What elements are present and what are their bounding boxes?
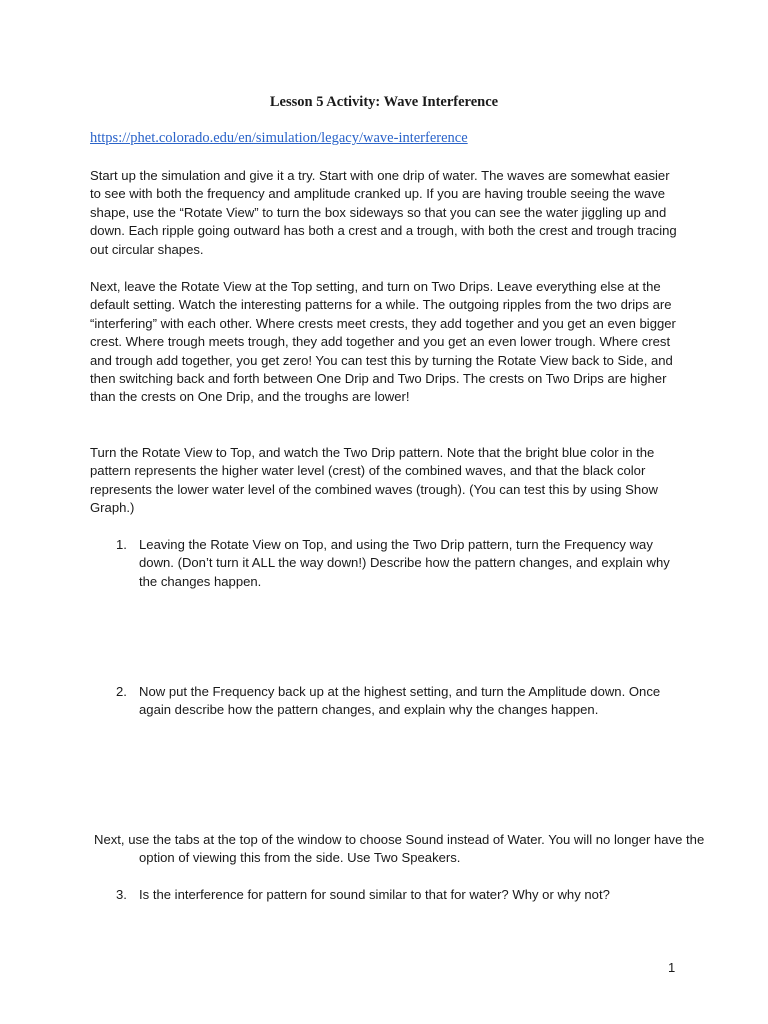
rotate-view-paragraph: Turn the Rotate View to Top, and watch the Two Drip pattern. Note that the bright blue color in the pattern represents the higher water level (crest) of the combined waves, and that the black color represents the lower water level of the combined waves (trough). (You can test this by using Show Graph.) <box>90 445 658 516</box>
question-2 <box>116 683 676 720</box>
intro-paragraph: Start up the simulation and give it a try. Start with one drip of water. The waves are somewhat easier to see with both the frequency and amplitude cranked up. If you are having trouble seeing the wave shape, use the “Rotate View” to turn the box sideways so that you can see the water jiggling up and down. Each ripple going outward has both a crest and a trough, with both the crest and trough tracing out circular shapes. <box>90 168 677 257</box>
page-title: Lesson 5 Activity: Wave Interference <box>269 94 499 110</box>
sound-paragraph: Next, use the tabs at the top of the window to choose Sound instead of Water. You will no longer have the option of viewing this from the side. Use Two Speakers. <box>94 832 705 866</box>
page-number: 1 <box>668 960 676 975</box>
question-number: 1. <box>116 537 127 552</box>
two-drips-paragraph: Next, leave the Rotate View at the Top setting, and turn on Two Drips. Leave everything else at the default setting. Watch the interesting patterns for a while. The outgoing ripples from the two drips are “interfering” with each other. Where crests meet crests, they add together and you get an even bigger crest. Where trough meets trough, they add together and you get an even lower trough. Where crest and trough add together, you get zero! You can test this by turning the Rotate View back to Side, and then switching back and forth between One Drip and Two Drips. The crests on Two Drips are higher than the crests on One Drip, and the troughs are lower! <box>90 279 676 405</box>
question-text: Is the interference for pattern for sound similar to that for water? Why or why not? <box>139 887 610 902</box>
question-text: Leaving the Rotate View on Top, and using the Two Drip pattern, turn the Frequency way down. (Don’t turn it ALL the way down!) Describe how the pattern changes, and explain why the changes happen. <box>139 537 670 589</box>
question-3 <box>116 886 676 904</box>
question-number: 3. <box>116 887 127 902</box>
simulation-link[interactable]: https://phet.colorado.edu/en/simulation/legacy/wave-interference <box>90 130 468 146</box>
question-text: Now put the Frequency back up at the highest setting, and turn the Amplitude down. Once again describe how the pattern changes, and explain why the changes happen. <box>139 684 661 718</box>
question-1 <box>116 536 676 591</box>
question-number: 2. <box>116 684 127 699</box>
